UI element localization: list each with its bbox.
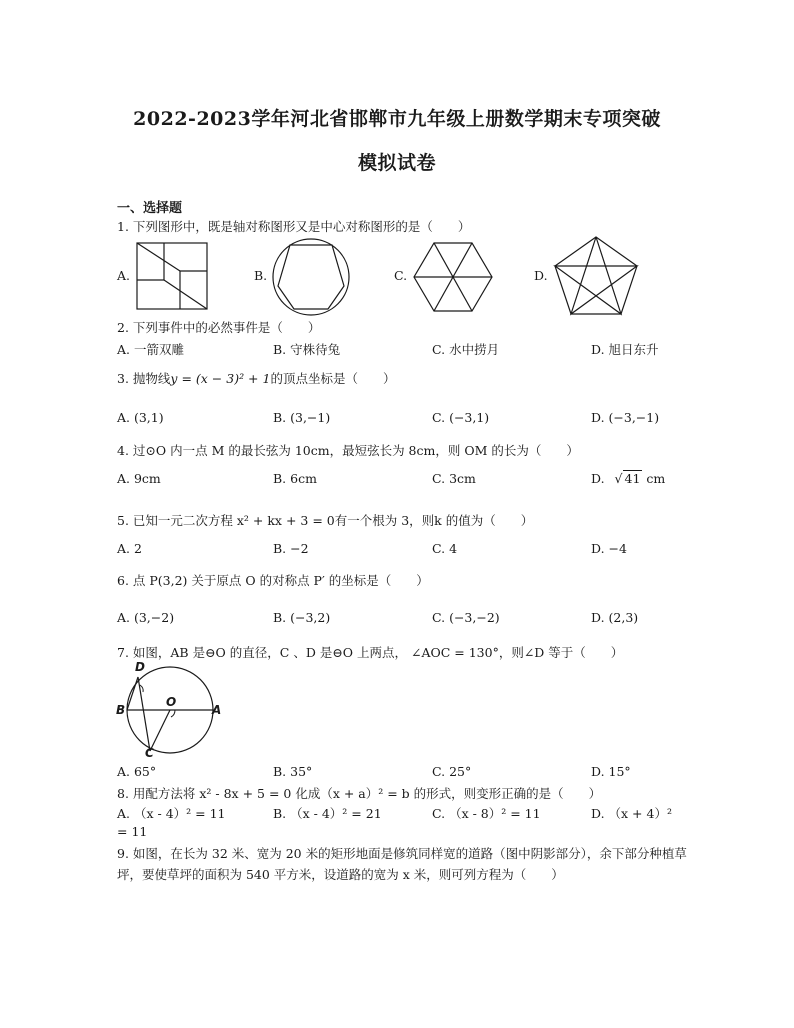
question-6: 6. 点 P(3,2) 关于原点 O 的对称点 P′ 的坐标是（ ） bbox=[117, 573, 429, 588]
q7-label-c: C bbox=[145, 746, 154, 760]
question-8: 8. 用配方法将 x² - 8x + 5 = 0 化成（x + a）² = b 的形式，则变形正确的是（ ） bbox=[117, 786, 602, 801]
q8-option-d: D. （x + 4）² bbox=[591, 806, 672, 821]
q2-option-b: B. 守株待兔 bbox=[273, 342, 341, 357]
q7-label-o: O bbox=[166, 695, 177, 709]
q7-option-a: A. 65° bbox=[117, 764, 157, 779]
page-title: 2022-2023学年河北省邯郸市九年级上册数学期末专项突破 bbox=[133, 108, 661, 130]
question-9: 9. 如图，在长为 32 米、宽为 20 米的矩形地面是修筑同样宽的道路（图中阴影部分），余下部分种植草坪，要使草坪的面积为 540 平方米，设道路的宽为 x 米，则可列方程为（ ） bbox=[117, 846, 687, 882]
question-3 bbox=[117, 369, 395, 387]
q8-option-c: C. （x - 8）² = 11 bbox=[432, 806, 541, 821]
q1-label-b: B. bbox=[254, 268, 268, 283]
q3-option-c: C. (−3,1) bbox=[432, 410, 490, 425]
q4-option-a: A. 9cm bbox=[117, 471, 161, 486]
q1-label-d: D. bbox=[534, 268, 548, 283]
q6-option-b: B. (−3,2) bbox=[273, 610, 331, 625]
question-2: 2. 下列事件中的必然事件是（ ） bbox=[117, 320, 321, 335]
q6-option-c: C. (−3,−2) bbox=[432, 610, 500, 625]
q7-label-b: B bbox=[116, 703, 126, 717]
q5-option-b: B. −2 bbox=[273, 541, 309, 556]
q7-label-d: D bbox=[135, 660, 145, 674]
q4-option-c: C. 3cm bbox=[432, 471, 476, 486]
q5-option-d: D. −4 bbox=[591, 541, 627, 556]
q1-label-c: C. bbox=[394, 268, 408, 283]
q4-option-d: D. √ 41 cm bbox=[591, 471, 666, 486]
q3-option-a: A. (3,1) bbox=[117, 410, 164, 425]
question-5: 5. 已知一元二次方程 x² + kx + 3 = 0有一个根为 3，则k 的值为（ ） bbox=[117, 513, 534, 528]
q1-figure-d bbox=[551, 234, 641, 318]
q4-option-b: B. 6cm bbox=[273, 471, 317, 486]
q3-option-b: B. (3,−1) bbox=[273, 410, 331, 425]
q4-option-d-unit: cm bbox=[646, 471, 666, 486]
q8-option-b: B. （x - 4）² = 21 bbox=[273, 806, 382, 821]
q1-figure-c bbox=[410, 240, 496, 314]
q5-option-c: C. 4 bbox=[432, 541, 458, 556]
q3-formula: y = (x − 3)² + 1 bbox=[170, 371, 271, 386]
q4-option-d-label: D. bbox=[591, 471, 605, 486]
q7-option-c: C. 25° bbox=[432, 764, 472, 779]
section-heading: 一、选择题 bbox=[117, 201, 183, 216]
q2-option-d: D. 旭日东升 bbox=[591, 342, 659, 357]
q3-suffix: 的顶点坐标是（ ） bbox=[270, 371, 396, 386]
page-subtitle: 模拟试卷 bbox=[357, 152, 436, 174]
q1-figure-b bbox=[268, 236, 354, 318]
q4-option-d-radicand: 41 bbox=[624, 471, 641, 486]
question-4: 4. 过⊙O 内一点 M 的最长弦为 10cm，最短弦长为 8cm，则 OM 的长为（ ） bbox=[117, 443, 579, 458]
q8-option-a: A. （x - 4）² = 11 bbox=[117, 806, 226, 821]
q7-option-b: B. 35° bbox=[273, 764, 313, 779]
q1-figure-a bbox=[134, 240, 212, 312]
q6-option-a: A. (3,−2) bbox=[117, 610, 175, 625]
question-1: 1. 下列图形中，既是轴对称图形又是中心对称图形的是（ ） bbox=[117, 219, 471, 234]
q1-label-a: A. bbox=[117, 268, 131, 283]
q3-prefix: 3. 抛物线 bbox=[117, 371, 171, 386]
q3-option-d: D. (−3,−1) bbox=[591, 410, 660, 425]
q6-option-d: D. (2,3) bbox=[591, 610, 639, 625]
q8-option-d-continuation: = 11 bbox=[117, 824, 148, 839]
q2-option-a: A. 一箭双雕 bbox=[117, 342, 184, 357]
q2-option-c: C. 水中捞月 bbox=[432, 342, 500, 357]
q7-label-a: A bbox=[212, 703, 222, 717]
question-7: 7. 如图，AB 是⊖O 的直径，C 、D 是⊖O 上两点， ∠AOC = 130°，则∠D 等于（ ） bbox=[117, 645, 624, 660]
q5-option-a: A. 2 bbox=[117, 541, 142, 556]
q7-circle-figure bbox=[114, 658, 226, 764]
q7-option-d: D. 15° bbox=[591, 764, 631, 779]
